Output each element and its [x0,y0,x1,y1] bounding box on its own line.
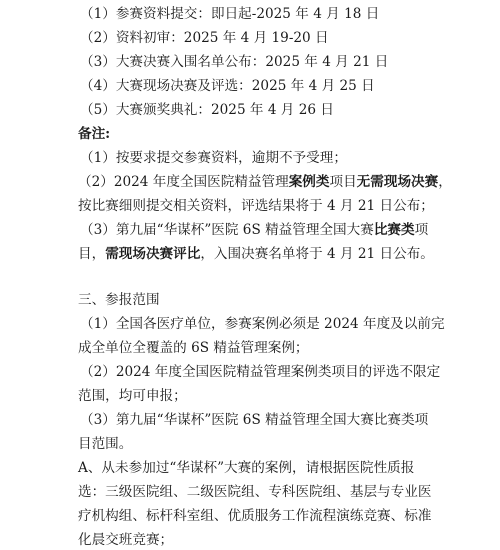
note-2-case-type: 案例类 [288,174,330,190]
note-2-comma: ， [438,174,452,190]
note-3-continued [78,244,434,264]
note-3-cont-c: ，入围决赛名单将于 4 月 21 日公布。 [200,246,434,262]
note-2-text: （2）2024 年度全国医院精益管理 [78,174,289,190]
schedule-item-5: （5）大赛颁奖典礼：2025 年 4 月 26 日 [80,102,334,118]
group-a-cont-3: 化晨交班竞赛； [78,532,174,548]
schedule-item-1: （1）参赛资料提交：即日起-2025 年 4 月 18 日 [80,6,380,22]
note-2-continued: 按比赛细则提交相关资料，评选结果将于 4 月 21 日公布； [78,198,434,214]
note-1: （1）按要求提交参赛资料，逾期不予受理； [80,150,347,166]
scope-item-3-cont: 目范围。 [78,436,133,452]
notes-heading: 备注: [78,126,111,142]
scope-item-2-cont: 范围，均可申报； [78,388,187,404]
scope-item-2: （2）2024 年度全国医院精益管理案例类项目的评选不限定 [80,364,441,380]
group-a-cont-1: 选：三级医院组、二级医院组、专科医院组、基层与专业医 [78,484,432,500]
schedule-item-4: （4）大赛现场决赛及评选：2025 年 4 月 25 日 [80,78,375,94]
note-3-cont-a: 目， [78,246,106,262]
schedule-item-3: （3）大赛决赛入围名单公布：2025 年 4 月 21 日 [80,54,389,70]
scope-item-1-cont: 成全单位全覆盖的 6S 精益管理案例； [78,340,309,356]
note-2-no-final: 无需现场决赛 [356,174,439,190]
note-3-competition-type: 比赛类 [373,222,415,238]
scope-item-3: （3）第九届“华谋杯”医院 6S 精益管理全国大赛比赛类项 [80,412,429,428]
note-3 [80,220,428,240]
group-a-cont-2: 疗机构组、标杆科室组、优质服务工作流程演练竞赛、标准 [78,508,432,524]
schedule-item-2: （2）资料初审：2025 年 4 月 19-20 日 [80,30,329,46]
note-3-onsite-final: 需现场决赛评比 [105,246,201,262]
section-heading-scope: 三、参报范围 [78,292,160,308]
note-2-project: 项目 [329,174,357,190]
note-2 [78,172,452,192]
note-3-text: （3）第九届“华谋杯”医院 6S 精益管理全国大赛 [80,222,374,238]
scope-item-1: （1）全国各医疗单位，参赛案例必须是 2024 年度及以前完 [80,316,445,332]
group-a: A、从未参加过“华谋杯”大赛的案例，请根据医院性质报 [78,460,415,476]
note-3-item: 项 [414,222,429,238]
